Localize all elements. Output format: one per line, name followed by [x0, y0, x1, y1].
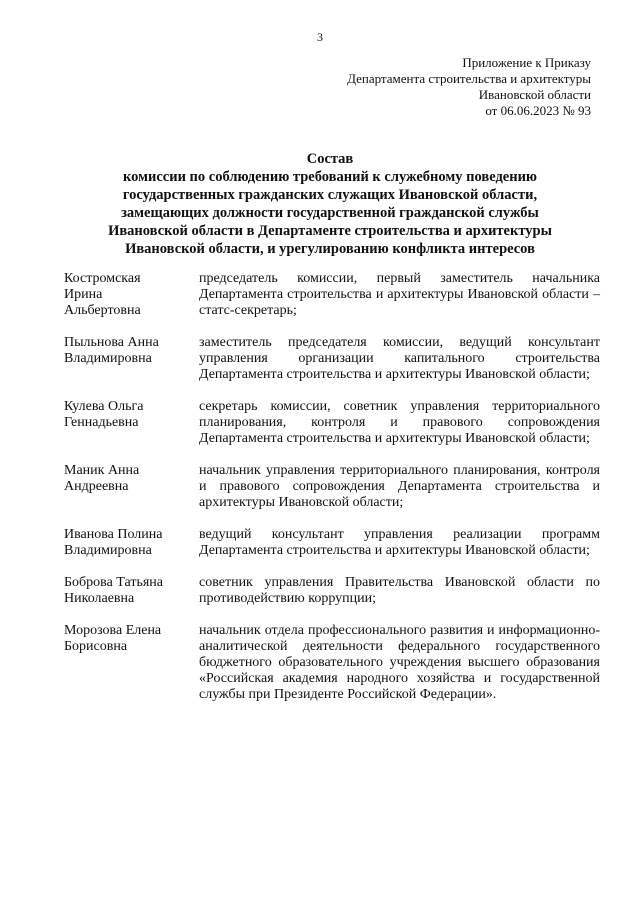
commission-members-list [64, 271, 600, 719]
member-row [64, 575, 600, 607]
member-name [64, 271, 199, 319]
name-line: Борисовна [64, 639, 128, 654]
appendix-reference [291, 55, 591, 119]
name-line: Маник Анна [64, 463, 140, 478]
name-line: Владимировна [64, 543, 152, 558]
member-row [64, 271, 600, 319]
title-line: Ивановской области в Департаменте строительства и архитектуры [108, 223, 552, 239]
title-line: Ивановской области, и урегулированию конфликта интересов [125, 241, 535, 257]
member-row [64, 399, 600, 447]
member-row [64, 335, 600, 383]
member-name [64, 623, 199, 703]
member-role: заместитель председателя комиссии, ведущий консультант управления организации капитального строительства Департамента строительства и архитектуры Ивановской области; [199, 335, 600, 382]
member-name [64, 463, 199, 511]
name-line: Николаевна [64, 591, 135, 606]
member-row [64, 463, 600, 511]
document-title [60, 150, 600, 258]
name-line: Андреевна [64, 479, 129, 494]
member-role: начальник управления территориального планирования, контроля и правового сопровождения Департамента строительства и архитектуры Ивановской области; [199, 463, 600, 510]
name-line: Владимировна [64, 351, 152, 366]
member-row [64, 623, 600, 703]
member-role: ведущий консультант управления реализации программ Департамента строительства и архитектуры Ивановской области; [199, 527, 600, 558]
member-name [64, 527, 199, 559]
member-role: начальник отдела профессионального развития и информационно-аналитической деятельности федерального государственного бюджетного образовательного учреждения высшего образования «Российская академия народного хозяйства и государственной службы при Президенте Российской Федерации». [199, 623, 600, 702]
appendix-line: Приложение к Приказу [462, 55, 591, 70]
page-number: 3 [317, 30, 323, 44]
member-role: секретарь комиссии, советник управления территориального планирования, контроля и правового сопровождения Департамента строительства и архитектуры Ивановской области; [199, 399, 600, 446]
appendix-line: Департамента строительства и архитектуры [347, 71, 591, 86]
title-line: государственных гражданских служащих Ивановской области, [122, 187, 538, 203]
name-line: Ирина [64, 287, 103, 302]
name-line: Иванова Полина [64, 527, 163, 542]
name-line: Боброва Татьяна [64, 575, 164, 590]
title-line: Состав [306, 151, 354, 167]
appendix-date-number: от 06.06.2023 № 93 [485, 103, 591, 118]
name-line: Кулева Ольга [64, 399, 144, 414]
title-line: комиссии по соблюдению требований к служебному поведению [122, 169, 538, 185]
name-line: Геннадьевна [64, 415, 139, 430]
title-line: замещающих должности государственной гражданской службы [121, 205, 539, 221]
name-line: Альбертовна [64, 303, 141, 318]
name-line: Костромская [64, 271, 141, 286]
member-name [64, 399, 199, 447]
appendix-line: Ивановской области [478, 87, 591, 102]
name-line: Морозова Елена [64, 623, 162, 638]
member-row [64, 527, 600, 559]
member-name [64, 575, 199, 607]
name-line: Пыльнова Анна [64, 335, 159, 350]
member-role: председатель комиссии, первый заместитель начальника Департамента строительства и архитектуры Ивановской области – статс-секретарь; [199, 271, 600, 318]
member-name [64, 335, 199, 383]
member-role: советник управления Правительства Ивановской области по противодействию коррупции; [199, 575, 600, 606]
